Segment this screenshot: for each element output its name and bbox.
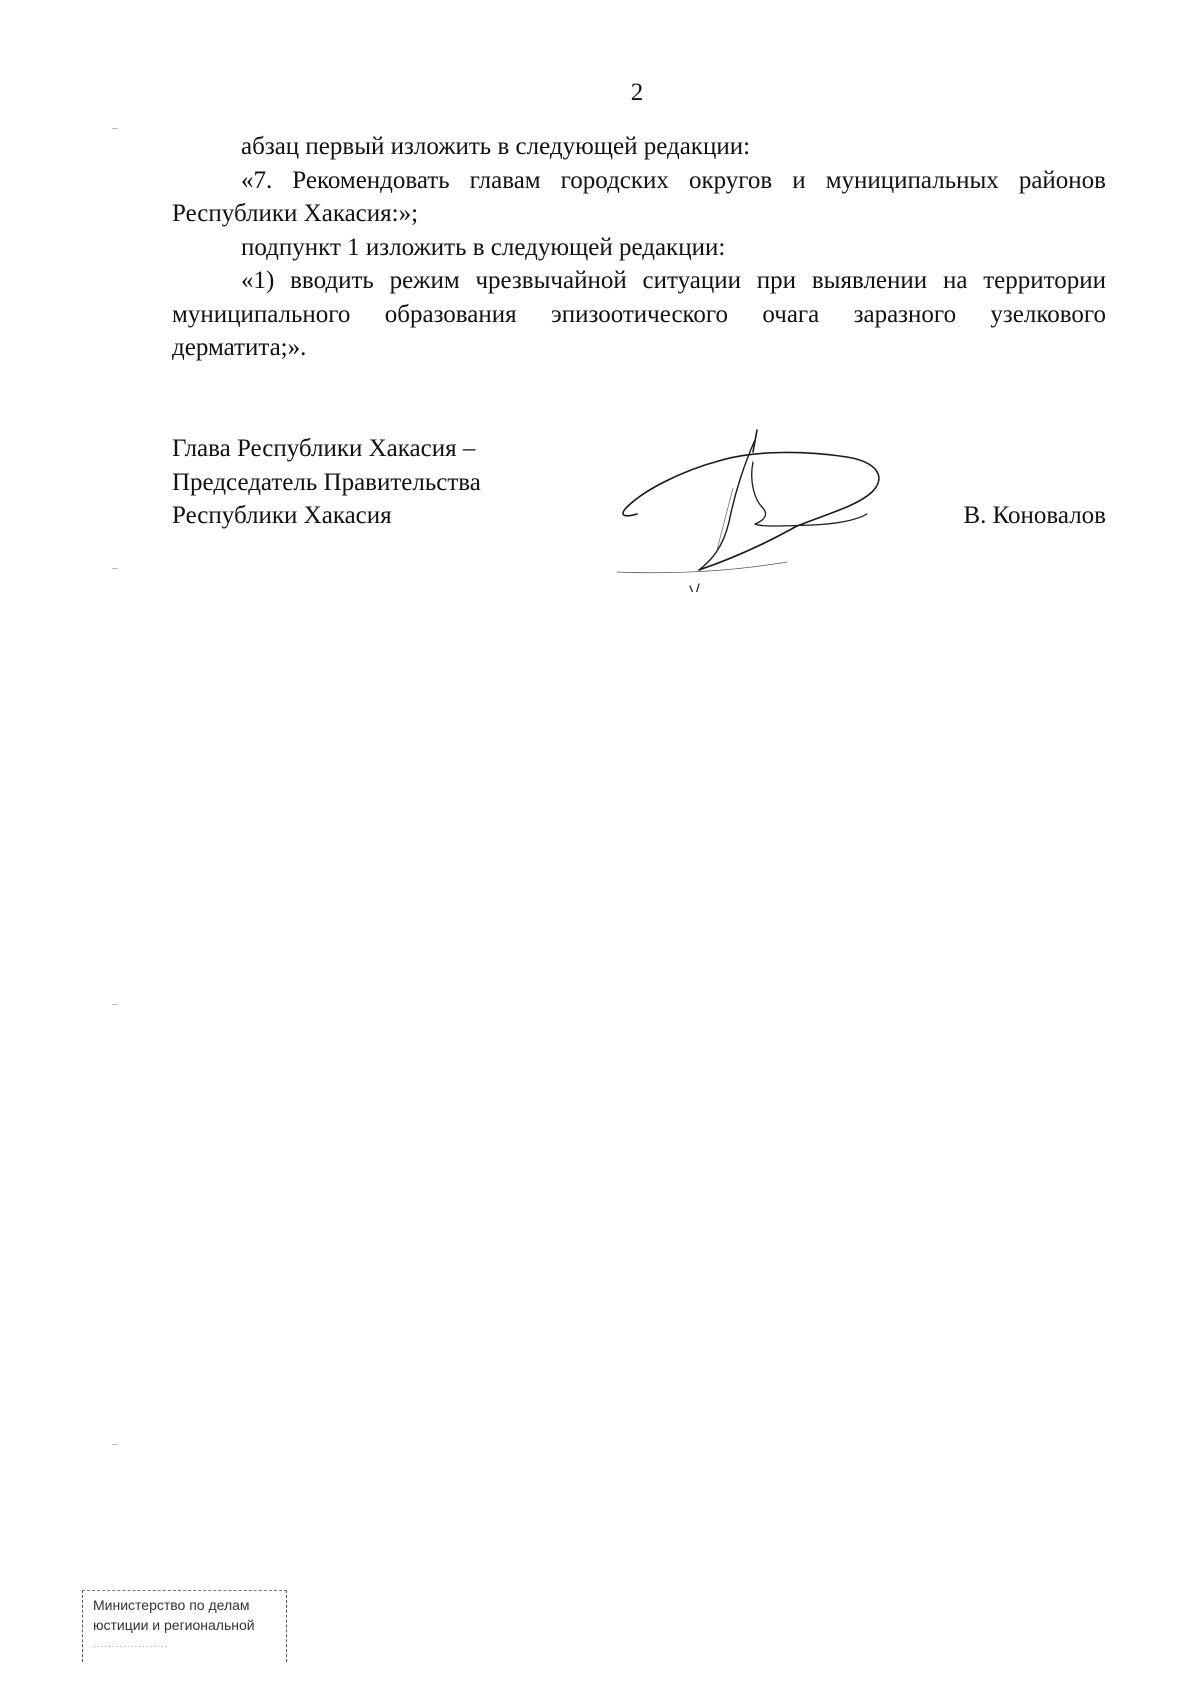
registration-stamp: [82, 1590, 287, 1662]
scan-edge-mark: [112, 568, 118, 569]
handwritten-signature: [557, 422, 887, 592]
scan-edge-mark: [112, 1444, 118, 1445]
page-number: 2: [630, 79, 644, 106]
paragraph-1: абзац первый изложить в следующей редакции:: [241, 133, 751, 160]
stamp-line-2: юстиции и региональной: [93, 1617, 255, 1633]
stamp-line-1: Министерство по делам: [93, 1597, 250, 1613]
signer-name: В. Коновалов: [963, 502, 1106, 529]
document-body: [172, 130, 1106, 365]
paragraph-3: подпункт 1 изложить в следующей редакции:: [241, 233, 726, 261]
signer-title-line-2: Председатель Правительства: [172, 468, 481, 496]
paragraph-2: «7. Рекомендовать главам городских округов и муниципальных районов Республики Хакасия:»;: [172, 166, 1106, 227]
signature-block: [172, 432, 1106, 602]
paragraph-4: «1) вводить режим чрезвычайной ситуации при выявлении на территории муниципального образования эпизоотического очага заразного узелкового дерматита;».: [172, 267, 1106, 361]
signer-title-line-3: Республики Хакасия: [172, 502, 392, 529]
signer-title: [172, 432, 481, 533]
signer-title-line-1: Глава Республики Хакасия –: [172, 435, 476, 462]
scan-edge-mark: [112, 1004, 118, 1005]
stamp-line-3: ....................: [93, 1639, 169, 1650]
scan-edge-mark: [112, 128, 118, 129]
